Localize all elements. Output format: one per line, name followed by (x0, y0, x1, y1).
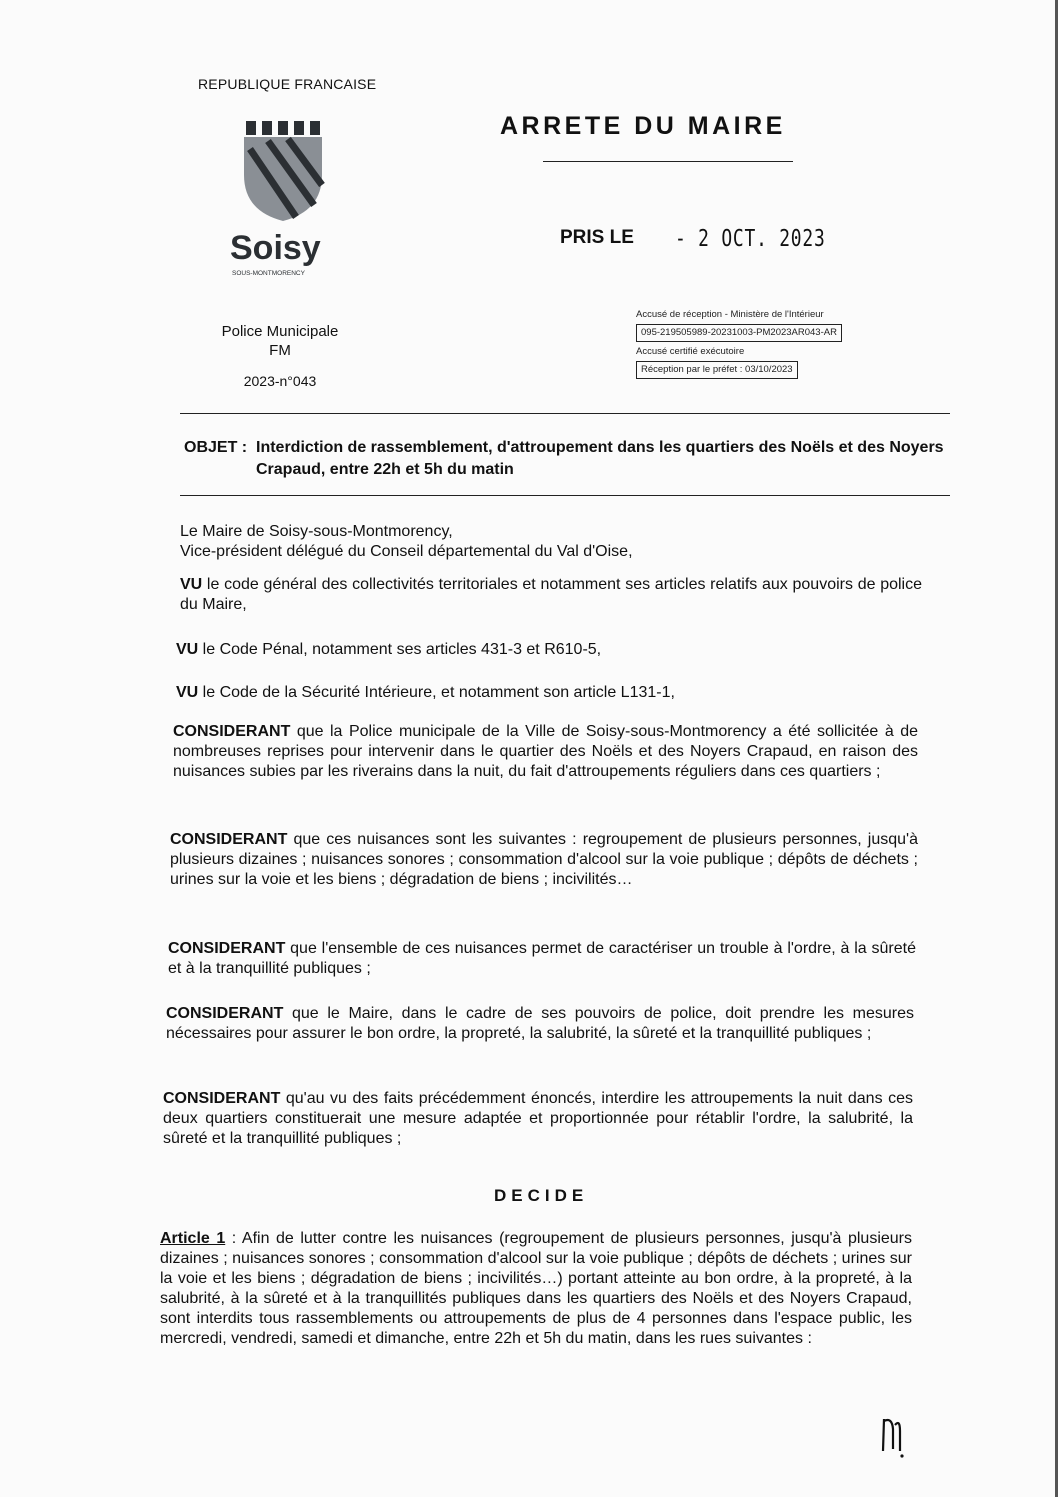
c1-text: que la Police municipale de la Ville de Soisy-sous-Montmorency a été sollicitée à de nombreuses reprises pour intervenir dans le quartier des Noëls et des Noyers Crapaud, en raison des nuisances subies par les riverains dans la nuit, du fait d'attroupements réguliers dans ces quartiers ; (173, 723, 918, 780)
article-1 (160, 1229, 912, 1349)
vu2-text: le Code Pénal, notamment ses articles 431-3 et R610-5, (198, 641, 602, 658)
prefecture-stamp (636, 308, 906, 382)
vu1-text: le code général des collectivités territoriales et notamment ses articles relatifs aux pouvoirs de police du Maire, (180, 576, 922, 613)
maire-block (180, 522, 940, 562)
c1-label: CONSIDERANT (173, 723, 291, 740)
republique-header: REPUBLIQUE FRANCAISE (198, 76, 377, 92)
vu2-label: VU (176, 641, 199, 658)
objet-top-rule (180, 413, 950, 414)
soisy-logo (226, 113, 336, 283)
maire-line1: Le Maire de Soisy-sous-Montmorency, (180, 523, 453, 540)
pris-le-date: - 2 OCT. 2023 (675, 226, 826, 252)
vu-paragraph-1 (180, 575, 922, 615)
vu3-text: le Code de la Sécurité Intérieure, et notamment son article L131-1, (198, 684, 675, 701)
vu-paragraph-2 (176, 640, 918, 660)
service-name: Police Municipale (221, 323, 339, 340)
vu3-label: VU (176, 684, 199, 701)
objet-text: Interdiction de rassemblement, d'attroupement dans les quartiers des Noëls et des Noyers Crapaud, entre 22h et 5h du matin (256, 439, 944, 478)
stamp-line1: Accusé de réception - Ministère de l'Intérieur (636, 309, 824, 320)
considerant-paragraph-2 (170, 830, 918, 890)
considerant-paragraph-5 (163, 1089, 913, 1149)
objet-block (184, 437, 964, 481)
objet-bottom-rule (180, 495, 950, 496)
service-block (200, 322, 360, 360)
article1-text: : Afin de lutter contre les nuisances (regroupement de plusieurs personnes, jusqu'à plusieurs dizaines ; nuisances sonores ; consommation d'alcool sur la voie publique ; dépôts de déchets ; urines sur la voie et les biens ; dégradation de biens ; incivilités…) portant atteinte au bon ordre, à la propreté, à la salubrité, à la sûreté et à la tranquillités publiques dans les quartiers des Noëls et des Noyers Crapaud, sont interdits tous rassemblements ou attroupements de plus de 4 personnes dans l'espace public, les mercredi, vendredi, samedi et dimanche, entre 22h et 5h du matin, dans les rues suivantes : (160, 1230, 912, 1347)
article1-label: Article 1 (160, 1230, 226, 1247)
decide-heading: DECIDE (494, 1186, 589, 1205)
considerant-paragraph-3 (168, 939, 916, 979)
considerant-paragraph-4 (166, 1004, 914, 1044)
c2-label: CONSIDERANT (170, 831, 288, 848)
considerant-paragraph-1 (173, 722, 918, 782)
maire-line2: Vice-président délégué du Conseil départemental du Val d'Oise, (180, 543, 633, 560)
c4-text: que le Maire, dans le cadre de ses pouvoirs de police, doit prendre les mesures nécessaires pour assurer le bon ordre, la propreté, la salubrité, la sûreté et la tranquillité publiques ; (166, 1005, 914, 1042)
page-title: ARRETE DU MAIRE (500, 112, 786, 140)
stamp-line2: Accusé certifié exécutoire (636, 346, 745, 357)
logo-subtext: SOUS-MONTMORENCY (232, 270, 305, 277)
vu1-label: VU (180, 576, 203, 593)
c5-label: CONSIDERANT (163, 1090, 281, 1107)
arrete-number: 2023-n°043 (243, 373, 317, 389)
handwritten-initials (878, 1411, 908, 1461)
service-initials: FM (269, 342, 291, 359)
c3-label: CONSIDERANT (168, 940, 286, 957)
logo-text: Soisy (230, 229, 321, 267)
stamp-reception: Réception par le préfet : 03/10/2023 (636, 361, 798, 379)
c5-text: qu'au vu des faits précédemment énoncés, interdire les attroupements la nuit dans ces deux quartiers constituerait une mesure adaptée et proportionnée pour rétablir l'ordre, la salubrité, la sûreté et la tranquillité publiques ; (163, 1090, 913, 1147)
objet-label: OBJET : (184, 439, 248, 456)
c4-label: CONSIDERANT (166, 1005, 284, 1022)
stamp-reference: 095-219505989-20231003-PM2023AR043-AR (636, 324, 842, 342)
c3-text: que l'ensemble de ces nuisances permet de caractériser un trouble à l'ordre, à la sûreté et à la tranquillité publiques ; (168, 940, 916, 977)
c2-text: que ces nuisances sont les suivantes : regroupement de plusieurs personnes, jusqu'à plusieurs dizaines ; nuisances sonores ; consommation d'alcool sur la voie publique ; dépôts de déchets ; urines sur la voie et les biens ; dégradation de biens ; incivilités… (170, 831, 918, 888)
pris-le-label: PRIS LE (560, 227, 634, 248)
title-underline (543, 161, 793, 162)
vu-paragraph-3 (176, 683, 918, 703)
